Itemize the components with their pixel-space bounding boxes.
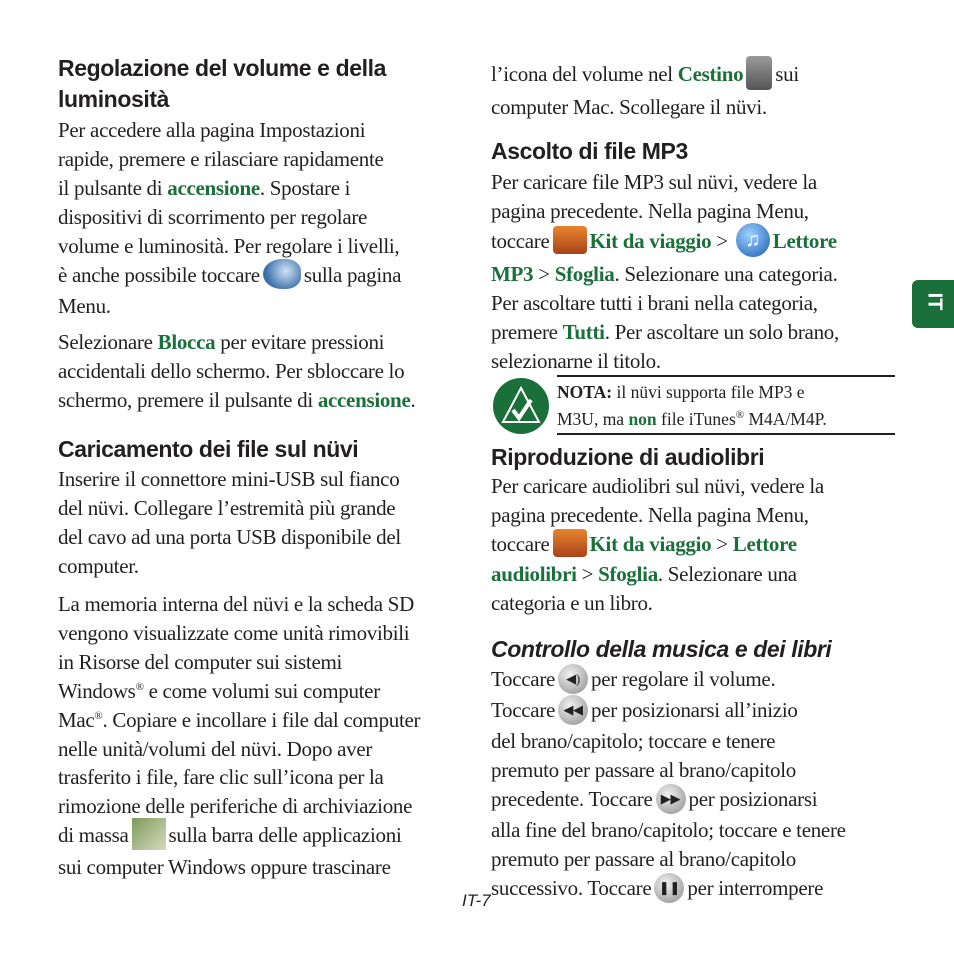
note-check-icon — [493, 378, 549, 434]
text-run: per posizionarsi alla fine del brano/capitolo; toccare e tenere premuto per passare al brano/capitolo successivo. Toccare — [491, 787, 846, 901]
music-note-icon: ♫ — [736, 223, 770, 257]
ui-term: accensione — [317, 387, 411, 412]
section-heading: Regolazione del volume e della luminosità — [58, 55, 386, 112]
note-label: NOTA: — [557, 382, 613, 402]
ui-term: Sfoglia — [598, 562, 658, 586]
section-heading: Ascolto di file MP3 — [491, 138, 688, 164]
text-run: il nüvi supporta file MP3 e M3U, ma — [557, 382, 805, 429]
text-run: Inserire il connettore mini-USB sul fianco del nüvi. Collegare l’estremità più grande del cavo ad una porta USB disponibile del computer. — [58, 467, 401, 578]
paragraph — [491, 665, 901, 905]
text-run: file iTunes — [656, 409, 736, 429]
ui-term: Lettore audiolibri — [491, 531, 797, 586]
text-run: . Selezionare una categoria. Per ascoltare tutti i brani nella categoria, premere — [491, 261, 838, 344]
paragraph — [58, 590, 468, 882]
text-run: per evitare pressioni accidentali dello schermo. Per sbloccare lo schermo, premere il pulsante di — [58, 330, 405, 412]
ui-term: Tutti — [562, 319, 605, 344]
text-run: . Per ascoltare un solo brano, selezionarne il titolo. — [491, 319, 839, 373]
section-heading: Riproduzione di audiolibri — [491, 444, 765, 470]
note-divider-bottom — [557, 433, 895, 435]
text-run: sulla barra delle applicazioni sui computer Windows oppure trascinare — [58, 823, 402, 880]
trash-icon — [746, 56, 772, 90]
text-run: ® — [735, 409, 745, 422]
text-run: Selezionare — [58, 330, 158, 354]
ui-term: Cestino — [677, 61, 744, 86]
rewind-icon: ◀◀ — [558, 695, 588, 725]
text-run: . Selezionare una categoria e un libro. — [491, 562, 797, 615]
paragraph — [58, 328, 468, 415]
text-run: > — [711, 228, 733, 253]
note-divider-top — [557, 375, 895, 377]
text-run: M4A/M4P. — [744, 409, 827, 429]
text-run: > — [533, 261, 555, 286]
ui-term: non — [628, 409, 657, 429]
ui-term: Kit da viaggio — [589, 531, 712, 556]
volume-icon: ◀) — [558, 664, 588, 694]
text-run: sui computer Mac. Scollegare il nüvi. — [491, 61, 799, 119]
ui-term: Blocca — [157, 330, 216, 354]
text-run: La memoria interna del nüvi e la scheda SD vengono visualizzate come unità rimovibili in Risorse del computer sui sistemi Windows — [58, 592, 414, 703]
ui-term: Lettore MP3 — [491, 228, 837, 286]
suitcase-icon — [553, 226, 587, 254]
text-run: Per caricare file MP3 sul nüvi, vedere la pagina precedente. Nella pagina Menu, toccare — [491, 170, 817, 253]
paragraph — [58, 465, 468, 581]
text-run: > — [576, 562, 599, 586]
text-run: . Spostare i dispositivi di scorrimento per regolare volume e luminosità. Per regolare i livelli, è anche possibile toccare — [58, 175, 400, 287]
text-run: sulla pagina Menu. — [58, 262, 402, 318]
text-run: per interrompere — [687, 876, 824, 901]
paragraph — [491, 168, 901, 375]
pause-icon: ❚❚ — [654, 873, 684, 903]
text-run: ® — [94, 709, 103, 722]
paragraph — [491, 472, 901, 618]
ui-term: Sfoglia — [554, 261, 615, 286]
text-run: ® — [135, 680, 144, 693]
note-text — [557, 379, 827, 433]
text-run: Toccare — [491, 667, 556, 691]
section-heading: Controllo della musica e dei libri — [491, 636, 832, 662]
text-run: Per caricare audiolibri sul nüvi, vedere la pagina precedente. Nella pagina Menu, toccare — [491, 474, 824, 556]
ui-term: accensione — [167, 175, 260, 200]
tab-label: IT — [923, 292, 946, 311]
fast-forward-icon: ▶▶ — [656, 784, 686, 814]
paragraph — [491, 59, 901, 122]
language-tab — [912, 280, 954, 328]
suitcase-icon — [553, 529, 587, 557]
text-run: Per accedere alla pagina Impostazioni rapide, premere e rilasciare rapidamente il pulsante di — [58, 118, 384, 200]
text-run: > — [711, 531, 733, 556]
page-number: IT-7 — [462, 891, 491, 910]
paragraph — [58, 116, 468, 321]
text-run: per regolare il volume. Toccare — [491, 667, 776, 723]
text-run: . Copiare e incollare i file dal computer nelle unità/volumi del nüvi. Dopo aver trasferito i file, fare clic sull’icona per la rimozione delle periferiche di archiviazione di massa — [58, 707, 421, 848]
text-run: l’icona del volume nel — [491, 61, 678, 86]
text-run: . — [410, 387, 416, 412]
safely-remove-hardware-icon — [132, 818, 166, 850]
ui-term: Kit da viaggio — [589, 228, 712, 253]
text-run: per posizionarsi all’inizio del brano/capitolo; toccare e tenere premuto per passare al brano/capitolo precedente. Toccare — [491, 698, 798, 812]
speaker-settings-icon — [263, 259, 301, 289]
text-run: e come volumi sui computer Mac — [58, 678, 380, 732]
section-heading: Caricamento dei file sul nüvi — [58, 436, 359, 462]
